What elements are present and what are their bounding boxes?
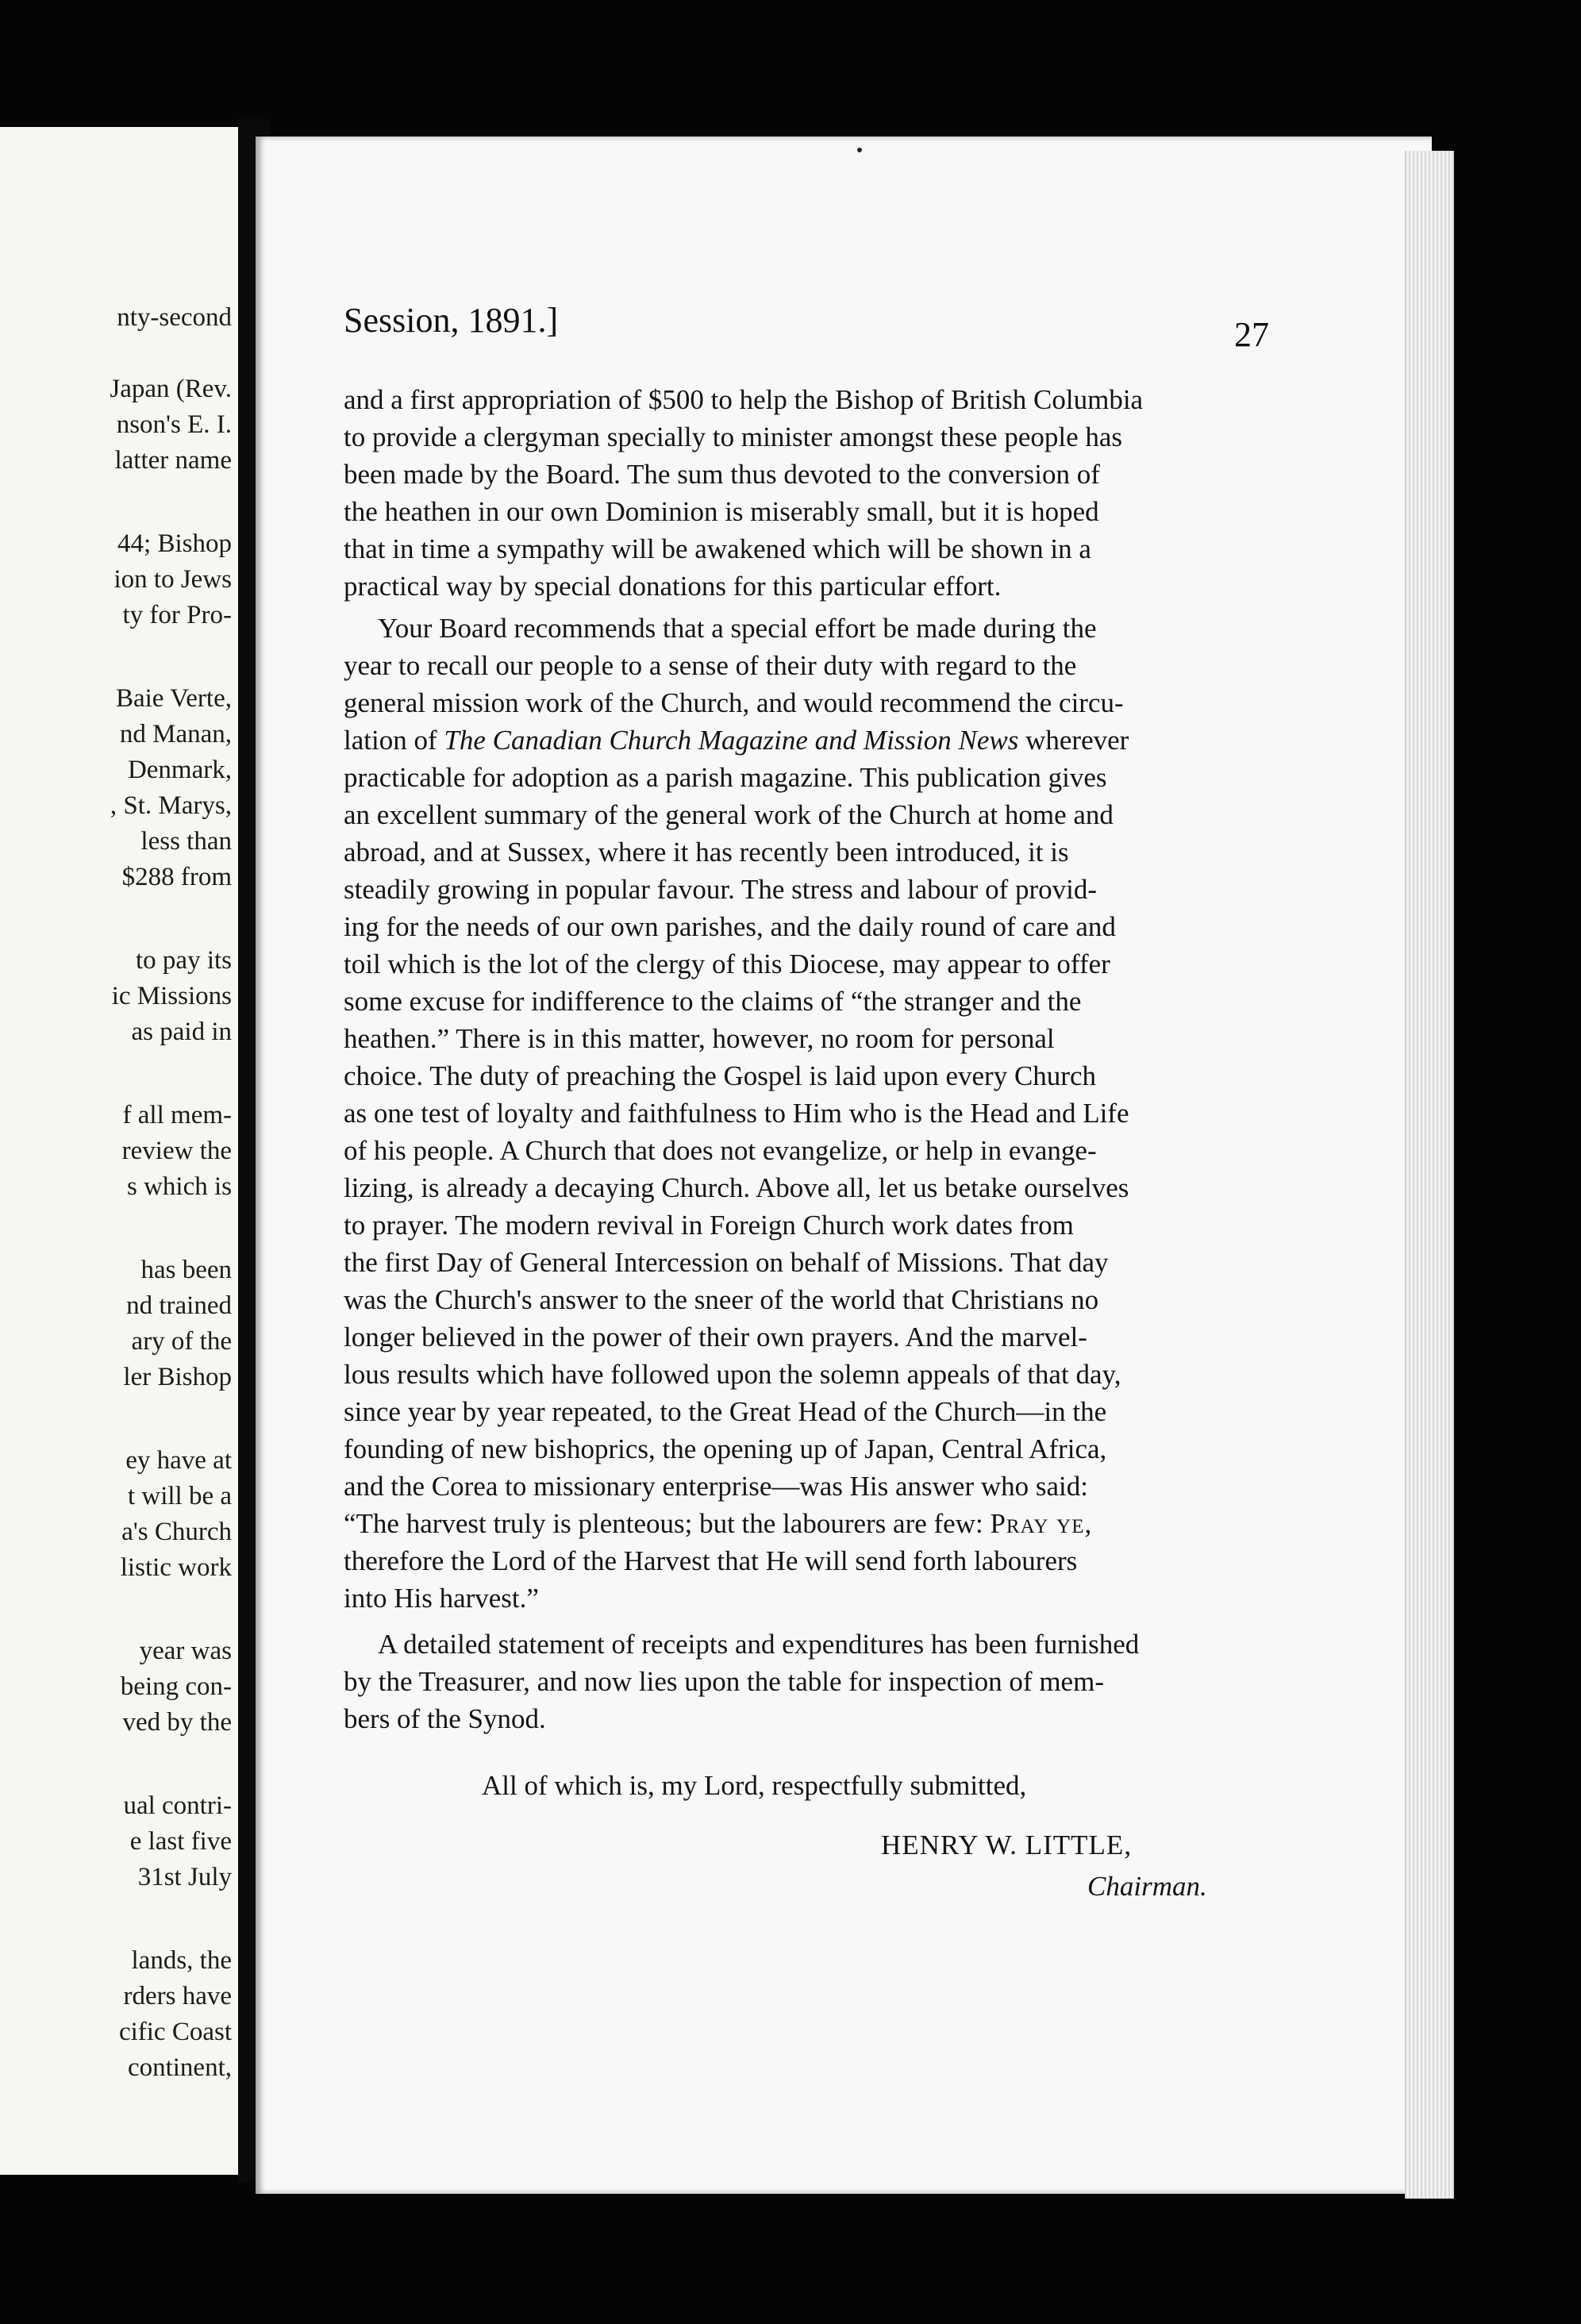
body-line: longer believed in the power of their own prayers. And the marvel- — [344, 1322, 1087, 1352]
body-line: and a first appropriation of $500 to help the Bishop of British Columbia — [344, 384, 1144, 415]
body-line: founding of new bishoprics, the opening up of Japan, Central Africa, — [344, 1433, 1107, 1464]
pray-ye-smallcaps: Pray ye, — [990, 1508, 1093, 1539]
body-line: into His harvest.” — [344, 1583, 539, 1614]
closing-text: All of which is, my Lord, respectfully submitted, — [482, 1770, 1027, 1801]
running-head: Session, 1891.] — [344, 301, 559, 340]
body-line: year to recall our people to a sense of their duty with regard to the — [344, 650, 1077, 681]
body-line: and the Corea to missionary enterprise—was His answer who said: — [344, 1471, 1088, 1502]
body-line: to provide a clergyman specially to minister amongst these people has — [344, 421, 1123, 452]
left-line: nty-second — [117, 303, 232, 332]
body-line: practical way by special donations for this particular effort. — [344, 571, 1002, 602]
left-line: listic work — [120, 1553, 232, 1582]
body-line: ing for the needs of our own parishes, and the daily round of care and — [344, 911, 1116, 942]
left-line: cific Coast — [118, 2018, 232, 2046]
left-line: , St. Marys, — [110, 791, 232, 820]
left-line: year was — [139, 1637, 232, 1665]
left-page-fragment — [0, 127, 246, 2175]
left-line: 31st July — [137, 1863, 232, 1891]
body-line: an excellent summary of the general work of the Church at home and — [344, 799, 1114, 830]
left-line: Baie Verte, — [115, 684, 232, 713]
ink-speck — [857, 148, 862, 152]
body-line: some excuse for indifference to the claims of “the stranger and the — [344, 986, 1082, 1017]
left-line: lands, the — [131, 1946, 232, 1975]
body-line: as one test of loyalty and faithfulness to Him who is the Head and Life — [344, 1098, 1129, 1129]
body-line: toil which is the lot of the clergy of this Diocese, may appear to offer — [344, 948, 1110, 979]
left-line: a's Church — [121, 1518, 232, 1546]
left-line: ion to Jews — [113, 565, 232, 594]
body-line: general mission work of the Church, and would recommend the circu- — [344, 687, 1124, 718]
body-line-italic-title — [344, 725, 1129, 756]
page-number: 27 — [1234, 315, 1269, 354]
signature: HENRY W. LITTLE, — [881, 1830, 1133, 1860]
left-line: rders have — [123, 1982, 232, 2010]
body-line: choice. The duty of preaching the Gospel is laid upon every Church — [344, 1060, 1096, 1091]
page-edges — [1405, 151, 1454, 2199]
body-line: therefore the Lord of the Harvest that He will send forth labourers — [344, 1545, 1078, 1576]
left-line: ual contri- — [123, 1791, 232, 1820]
left-line: Denmark, — [127, 756, 232, 784]
signatory-title: Chairman. — [1087, 1871, 1207, 1902]
left-line: ler Bishop — [123, 1363, 232, 1391]
left-line: f all mem- — [122, 1101, 232, 1129]
body-text: “The harvest truly is plenteous; but the labourers are few: — [344, 1508, 991, 1539]
left-line: s which is — [127, 1172, 232, 1201]
body-line: practicable for adoption as a parish magazine. This publication gives — [344, 762, 1107, 793]
left-line: 44; Bishop — [117, 529, 232, 558]
body-line: of his people. A Church that does not evangelize, or help in evange- — [344, 1135, 1097, 1166]
left-line: latter name — [114, 446, 232, 475]
body-line: A detailed statement of receipts and expenditures has been furnished — [378, 1629, 1140, 1660]
left-line: nson's E. I. — [116, 410, 232, 439]
body-line-quote — [344, 1508, 1092, 1540]
body-line: since year by year repeated, to the Great Head of the Church—in the — [344, 1396, 1107, 1427]
left-line: has been — [140, 1256, 232, 1284]
body-line: steadily growing in popular favour. The stress and labour of provid- — [344, 874, 1098, 905]
left-line: nd Manan, — [119, 720, 232, 748]
left-line: as paid in — [131, 1018, 232, 1046]
left-line: t will be a — [127, 1482, 232, 1510]
body-line: by the Treasurer, and now lies upon the table for inspection of mem- — [344, 1666, 1104, 1697]
body-line: to prayer. The modern revival in Foreign Church work dates from — [344, 1210, 1074, 1241]
left-line: ty for Pro- — [122, 601, 232, 629]
magazine-title: The Canadian Church Magazine and Mission News — [444, 725, 1019, 756]
left-line: review the — [121, 1137, 232, 1165]
body-text: lation of — [344, 725, 444, 756]
body-line: lizing, is already a decaying Church. Above all, let us betake ourselves — [344, 1172, 1129, 1203]
left-line: continent, — [127, 2053, 232, 2082]
left-line: less than — [140, 827, 232, 856]
body-line: that in time a sympathy will be awakened which will be shown in a — [344, 533, 1091, 564]
body-text: wherever — [1018, 725, 1129, 756]
body-line: the heathen in our own Dominion is miserably small, but it is hoped — [344, 496, 1099, 527]
body-line: was the Church's answer to the sneer of the world that Christians no — [344, 1284, 1099, 1315]
body-line: bers of the Synod. — [344, 1703, 546, 1734]
body-line: abroad, and at Sussex, where it has recently been introduced, it is — [344, 837, 1069, 868]
left-line: nd trained — [126, 1291, 232, 1320]
body-line: been made by the Board. The sum thus devoted to the conversion of — [344, 459, 1100, 490]
body-line: lous results which have followed upon the solemn appeals of that day, — [344, 1359, 1121, 1390]
left-line: e last five — [129, 1827, 232, 1856]
left-line: ic Missions — [111, 982, 232, 1010]
left-line: ary of the — [131, 1327, 232, 1356]
left-line: Japan (Rev. — [110, 375, 232, 403]
left-line: $288 from — [121, 863, 232, 891]
left-line: to pay its — [136, 946, 232, 975]
left-line: ved by the — [122, 1708, 232, 1737]
left-line: ey have at — [125, 1446, 232, 1475]
body-line: heathen.” There is in this matter, however, no room for personal — [344, 1023, 1055, 1054]
body-line: Your Board recommends that a special effort be made during the — [378, 613, 1097, 644]
body-line: the first Day of General Intercession on behalf of Missions. That day — [344, 1247, 1109, 1278]
left-line: being con- — [120, 1672, 232, 1701]
